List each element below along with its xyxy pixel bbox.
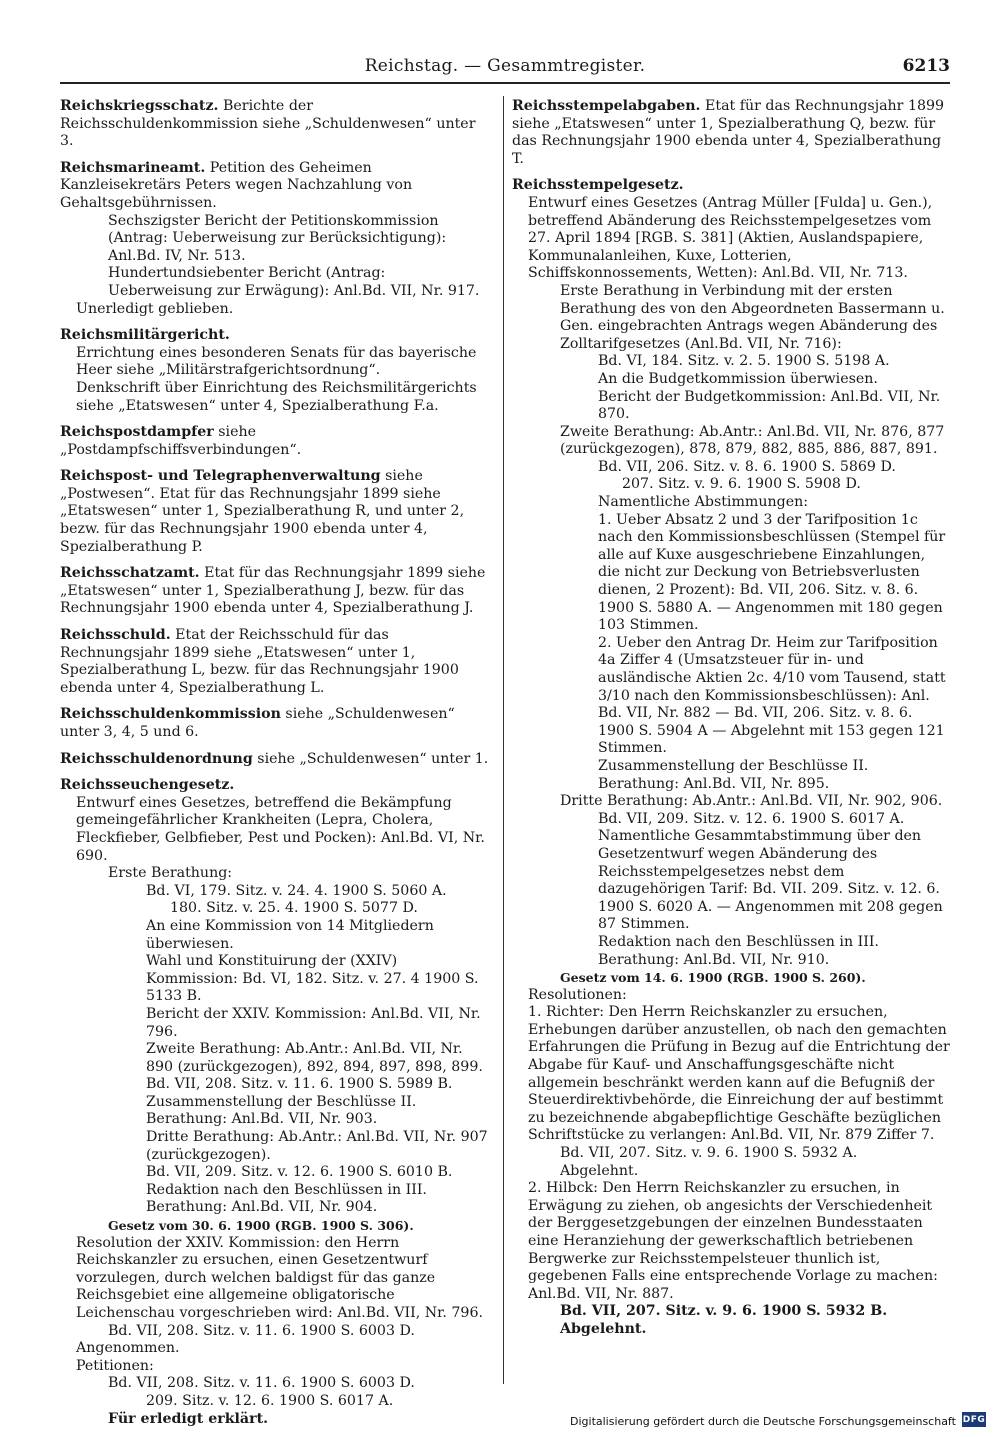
index-entry (60, 424, 492, 459)
left-column (60, 98, 492, 1437)
entry-text: Hundertundsiebenter Bericht (Antrag: Ueberweisung zur Erwägung): Anl.Bd. VII, Nr. 917. (108, 265, 480, 299)
entry-text: Namentliche Gesammtabstimmung über den Gesetzentwurf wegen Abänderung des Reichsstempelgesetzes nebst dem dazugehörigen Tarif: Bd. VII. 209. Sitz. v. 12. 6. 1900 S. 6020 A. — Angenommen mit 208 gegen 87 Stimmen. (598, 828, 943, 933)
entry-text: An die Budgetkommission überwiesen. (598, 370, 878, 387)
entry-text: siehe „Schuldenwesen“ unter 3, 4, 5 und 6. (60, 706, 455, 740)
entry-text: An eine Kommission von 14 Mitgliedern überwiesen. (146, 917, 434, 952)
entry-text: Redaktion nach den Beschlüssen in III. Berathung: Anl.Bd. VII, Nr. 910. (598, 933, 879, 968)
entry-text: Berichte der Reichsschuldenkommission siehe „Schuldenwesen“ unter 3. (60, 98, 476, 150)
entry-text: 180. Sitz. v. 25. 4. 1900 S. 5077 D. (170, 900, 418, 917)
entry-text: Dritte Berathung: Ab.Antr.: Anl.Bd. VII, Nr. 902, 906. (560, 793, 943, 810)
entry-text: Zweite Berathung: Ab.Antr.: Anl.Bd. VII, Nr. 890 (zurückgezogen), 892, 894, 897, 898, 899. (146, 1041, 483, 1075)
index-entry (60, 327, 492, 415)
column-divider (503, 96, 504, 1384)
entry-text: Entwurf eines Gesetzes (Antrag Müller [Fulda] u. Gen.), betreffend Abänderung des Reichsstempelgesetzes vom 27. April 1894 [RGB. S. 381] (Aktien, Auslandspapiere, Kommunalanleihen, Kuxe, Lotterien, Schiffskonnossements, Wetten): Anl.Bd. VII, Nr. 713. (528, 194, 933, 282)
index-entry (60, 468, 492, 556)
index-entry (60, 627, 492, 697)
entry-text: Redaktion nach den Beschlüssen in III. Berathung: Anl.Bd. VII, Nr. 904. (146, 1181, 427, 1216)
running-title: Reichstag. — Gesammtregister. (364, 56, 646, 76)
right-column (512, 98, 950, 1348)
entry-text: Bd. VII, 209. Sitz. v. 12. 6. 1900 S. 6017 A. (598, 810, 905, 827)
entry-text: Erste Berathung: (108, 865, 233, 882)
entry-text: Zusammenstellung der Beschlüsse II. Berathung: Anl.Bd. VII, Nr. 903. (146, 1093, 417, 1128)
entry-text: Resolutionen: (528, 986, 627, 1003)
entry-text: Etat für das Rechnungsjahr 1899 siehe „Etatswesen“ unter 1, Spezialberathung Q, bezw. für das Rechnungsjahr 1900 ebenda unter 4, Spezialberathung T. (512, 98, 945, 167)
index-entry (60, 98, 492, 151)
entry-text: Zweite Berathung: Ab.Antr.: Anl.Bd. VII, Nr. 876, 877 (zurückgezogen), 878, 879, 882, 885, 886, 887, 891. (560, 423, 945, 458)
entry-text: 2. Hilbck: Den Herrn Reichskanzler zu ersuchen, in Erwägung zu ziehen, ob angesichts der Verschiedenheit der Berggesetzgebungen der einzelnen Bundesstaaten eine Heranziehung der gewerkschaftlich betriebenen Bergwerke zur Reichsstempelsteuer thunlich ist, gegebenen Falls eine entsprechende Vorlage zu machen: Anl.Bd. VII, Nr. 887. (528, 1180, 938, 1302)
entry-text: 2. Ueber den Antrag Dr. Heim zur Tarifposition 4a Ziffer 4 (Umsatzsteuer für in- und ausländische Aktien 2c. 4/10 vom Tausend, statt 3/10 nach den Kommissionsbeschlüssen): Anl. Bd. VII, Nr. 882 — Bd. VII, 206. Sitz. v. 8. 6. 1900 S. 5904 A — Abgelehnt mit 153 gegen 121 Stimmen. (598, 634, 946, 757)
entry-heading: Reichsschuld. (60, 627, 171, 644)
entry-text: Für erledigt erklärt. (108, 1410, 269, 1427)
entry-text: Bd. VII, 207. Sitz. v. 9. 6. 1900 S. 5932 B. (560, 1303, 888, 1320)
index-entry (60, 706, 492, 741)
entry-text: Sechszigster Bericht der Petitionskommission (Antrag: Ueberweisung zur Berücksichtigung): Anl.Bd. IV, Nr. 513. (108, 212, 447, 264)
dfg-logo: DFG (962, 1412, 986, 1427)
entry-text: siehe „Postdampfschiffsverbindungen“. (60, 424, 302, 458)
entry-heading: Reichsmilitärgericht. (60, 327, 230, 344)
entry-text: Bd. VI, 184. Sitz. v. 2. 5. 1900 S. 5198 A. (598, 353, 890, 370)
digitization-credit: Digitalisierung gefördert durch die Deutsche Forschungsgemeinschaft (570, 1415, 956, 1428)
header-rule (60, 82, 950, 84)
entry-text: Bd. VII, 208. Sitz. v. 11. 6. 1900 S. 6003 D. (108, 1322, 415, 1339)
entry-text: Angenommen. (76, 1340, 180, 1357)
entry-text: Bericht der Budgetkommission: Anl.Bd. VII, Nr. 870. (598, 388, 941, 423)
entry-heading: Reichsschuldenkommission (60, 706, 281, 723)
entry-text: Zusammenstellung der Beschlüsse II. Berathung: Anl.Bd. VII, Nr. 895. (598, 757, 869, 792)
entry-text: Wahl und Konstituirung der (XXIV) Kommission: Bd. VI, 182. Sitz. v. 27. 4 1900 S. 5133 B. (146, 953, 479, 1005)
entry-text: Bd. VII, 209. Sitz. v. 12. 6. 1900 S. 6010 B. (146, 1164, 453, 1181)
entry-text: 1. Richter: Den Herrn Reichskanzler zu ersuchen, Erhebungen darüber anzustellen, ob nach den gemachten Erfahrungen die Prüfung in Bezug auf die Entrichtung der Abgabe für Kauf- und Anschaffungsgeschäfte nicht allgemein beschränkt werden kann auf die Befugniß der Steuerdirektivbehörde, die Einreichung der auf bestimmt zu bezeichnende abgabepflichtige Geschäfte bezüglichen Schriftstücke zu verlangen: Anl.Bd. VII, Nr. 879 Ziffer 7. (528, 1004, 950, 1144)
entry-text: Bd. VI, 179. Sitz. v. 24. 4. 1900 S. 5060 A. (146, 882, 447, 899)
page-number: 6213 (902, 56, 950, 76)
entry-heading: Reichsseuchengesetz. (60, 777, 235, 794)
entry-text: Petitionen: (76, 1357, 154, 1374)
entry-text: Etat der Reichsschuld für das Rechnungsjahr 1899 siehe „Etatswesen“ unter 1, Spezialberathung L, bezw. für das Rechnungsjahr 1900 ebenda unter 4, Spezialberathung L. (60, 627, 459, 696)
entry-text: 209. Sitz. v. 12. 6. 1900 S. 6017 A. (146, 1392, 394, 1409)
entry-text: Bericht der XXIV. Kommission: Anl.Bd. VII, Nr. 796. (146, 1005, 481, 1040)
index-entry-seuchengesetz (60, 777, 492, 1428)
index-entry (60, 751, 492, 769)
entry-text: Gesetz vom 14. 6. 1900 (RGB. 1900 S. 260). (560, 970, 866, 986)
index-entry (60, 160, 492, 318)
entry-text: Dritte Berathung: Ab.Antr.: Anl.Bd. VII, Nr. 907 (zurückgezogen). (146, 1129, 488, 1163)
entry-text: Denkschrift über Einrichtung des Reichsmilitärgerichts siehe „Etatswesen“ unter 4, Spezialberathung F.a. (76, 379, 477, 414)
index-entry (512, 98, 950, 168)
entry-heading: Reichspostdampfer (60, 424, 214, 441)
entry-heading: Reichsschuldenordnung (60, 750, 253, 767)
index-entry-stempelgesetz (512, 177, 950, 1338)
entry-text: Unerledigt geblieben. (76, 300, 234, 317)
entry-text: siehe „Schuldenwesen“ unter 1. (257, 750, 489, 767)
entry-text: Gesetz vom 30. 6. 1900 (RGB. 1900 S. 306). (108, 1218, 414, 1234)
entry-heading: Reichspost- und Telegraphenverwaltung (60, 468, 381, 485)
entry-text: Errichtung eines besonderen Senats für das bayerische Heer siehe „Militärstrafgerichtsordnung“. (76, 344, 477, 379)
entry-text: siehe „Postwesen“. Etat für das Rechnungsjahr 1899 siehe „Etatswesen“ unter 1, Spezialberathung R, und unter 2, bezw. für das Rechnungsjahr 1900 ebenda unter 4, Spezialberathung P. (60, 468, 465, 555)
entry-heading: Reichsschatzamt. (60, 565, 200, 582)
entry-text: Bd. VII, 207. Sitz. v. 9. 6. 1900 S. 5932 A. (560, 1145, 858, 1162)
entry-text: Bd. VII, 208. Sitz. v. 11. 6. 1900 S. 5989 B. (146, 1076, 453, 1093)
entry-text: Namentliche Abstimmungen: (598, 494, 809, 511)
entry-heading: Reichsstempelgesetz. (512, 177, 684, 194)
entry-text: Entwurf eines Gesetzes, betreffend die Bekämpfung gemeingefährlicher Krankheiten (Lepra, Cholera, Fleckfieber, Gelbfieber, Pest und Pocken): Anl.Bd. VI, Nr. 690. (76, 794, 485, 864)
index-entry (60, 565, 492, 618)
entry-text: Abgelehnt. (560, 1162, 639, 1179)
entry-text: Bd. VII, 206. Sitz. v. 8. 6. 1900 S. 5869 D. (598, 458, 896, 475)
entry-text: Abgelehnt. (560, 1320, 647, 1337)
entry-text: Bd. VII, 208. Sitz. v. 11. 6. 1900 S. 6003 D. (108, 1375, 415, 1392)
entry-heading: Reichsmarineamt. (60, 159, 206, 176)
entry-text: Resolution der XXIV. Kommission: den Herrn Reichskanzler zu ersuchen, einen Gesetzentwurf vorzulegen, durch welchen baldigst für das ganze Reichsgebiet eine allgemeine obligatorische Leichenschau vorgeschrieben wird: Anl.Bd. VII, Nr. 796. (76, 1234, 483, 1321)
entry-heading: Reichskriegsschatz. (60, 98, 219, 114)
entry-text: Erste Berathung in Verbindung mit der ersten Berathung des von den Abgeordneten Bassermann u. Gen. eingebrachten Antrags wegen Abänderung des Zolltarifgesetzes (Anl.Bd. VII, Nr. 716): (560, 282, 945, 352)
entry-text: Etat für das Rechnungsjahr 1899 siehe „Etatswesen“ unter 1, Spezialberathung J, bezw. für das Rechnungsjahr 1900 ebenda unter 4, Spezialberathung J. (60, 565, 486, 617)
page-header (60, 56, 950, 78)
entry-heading: Reichsstempelabgaben. (512, 98, 701, 114)
entry-text: 1. Ueber Absatz 2 und 3 der Tarifposition 1c nach den Kommissionsbeschlüssen (Stempel für alle auf Kuxe ausgeschriebene Einzahlungen, die nicht zur Deckung von Betriebsverlusten dienen, 2 Prozent): Bd. VII, 206. Sitz. v. 8. 6. 1900 S. 5880 A. — Angenommen mit 180 gegen 103 Stimmen. (598, 511, 946, 634)
entry-text: Petition des Geheimen Kanzleisekretärs Peters wegen Nachzahlung von Gehaltsgebührnissen. (60, 159, 413, 211)
entry-text: 207. Sitz. v. 9. 6. 1900 S. 5908 D. (622, 476, 861, 493)
